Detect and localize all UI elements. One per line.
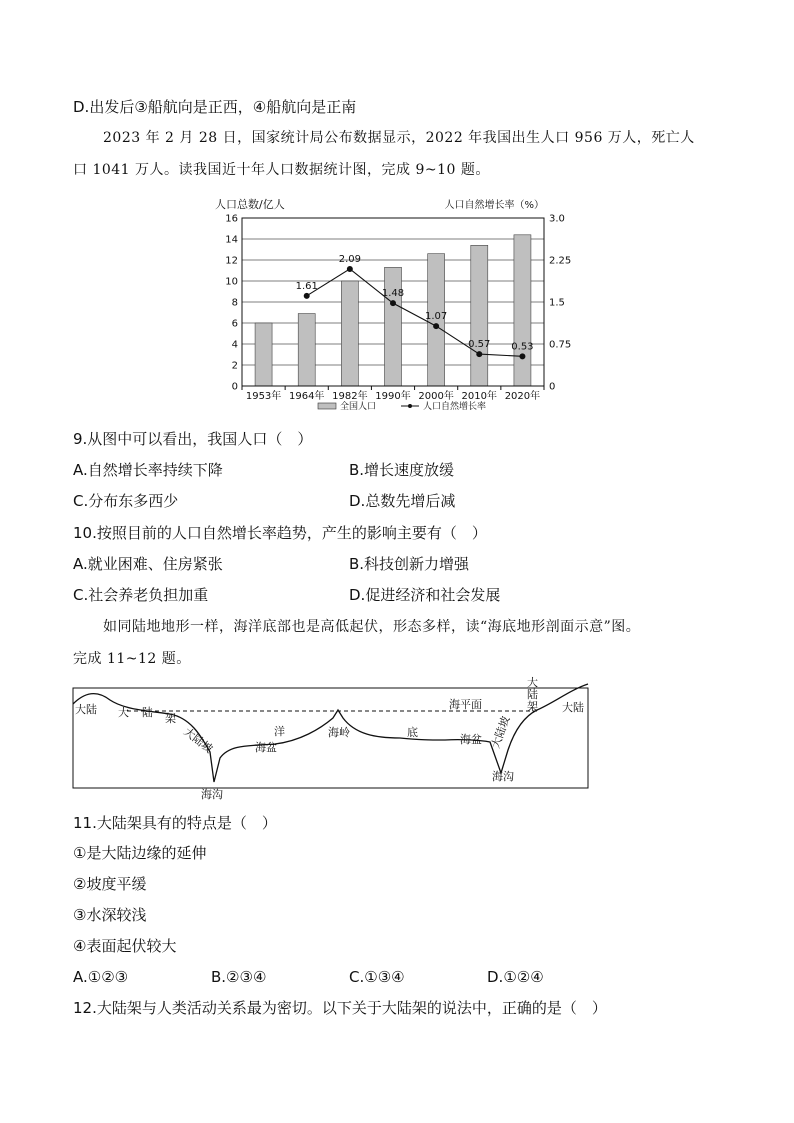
y-left-tick-label: 16 (225, 213, 238, 225)
y-left-tick-label: 0 (231, 381, 238, 393)
y-right-tick-label: 3.0 (549, 213, 565, 225)
label-slope-left: 大陆坡 (181, 725, 216, 756)
chart-bar (471, 245, 488, 386)
growth-rate-point (433, 323, 439, 329)
x-tick-label: 1953年 (245, 391, 282, 402)
chart-bars (255, 235, 534, 386)
label-sea-level: 海平面 (449, 698, 482, 711)
chart-bar (385, 267, 402, 386)
x-tick-label: 1990年 (375, 391, 411, 402)
label-ocean-char-2: 底 (407, 726, 418, 739)
q9-option-c[interactable]: C.分布东多西少 (73, 492, 179, 510)
q9-option-a[interactable]: A.自然增长率持续下降 (73, 461, 223, 479)
y-left-tick-label: 8 (231, 297, 238, 309)
q11-stem: 11.大陆架具有的特点是（ ） (73, 814, 277, 832)
growth-rate-label: 2.09 (338, 253, 361, 265)
q11-item-1: ①是大陆边缘的延伸 (73, 844, 207, 862)
label-shelf-right-2: 陆 (527, 688, 538, 701)
q11-option-b[interactable]: B.②③④ (211, 968, 267, 986)
y-left-tick-label: 10 (225, 276, 238, 288)
q11-option-d[interactable]: D.①②④ (487, 968, 544, 986)
q10-option-a[interactable]: A.就业困难、住房紧张 (73, 555, 223, 573)
growth-rate-point (347, 266, 353, 272)
label-ocean-char-1: 洋 (274, 725, 285, 738)
y-right-tick-label: 0.75 (549, 339, 572, 351)
q11-item-3: ③水深较浅 (73, 906, 147, 924)
label-continent-left: 大陆 (75, 703, 97, 716)
label-shelf-right-3: 架 (527, 700, 538, 713)
x-tick-label: 1964年 (288, 391, 325, 402)
label-shelf-left-1: 大 (118, 706, 129, 719)
growth-rate-label: 0.57 (468, 339, 491, 351)
q9-stem: 9.从图中可以看出，我国人口（ ） (73, 430, 313, 448)
chart-ylabel-left: 人口总数/亿人 (215, 198, 285, 211)
q9-option-b[interactable]: B.增长速度放缓 (349, 461, 455, 479)
q9-option-d[interactable]: D.总数先增后减 (349, 492, 456, 510)
label-shelf-left-3: 架 (165, 712, 176, 725)
q10-option-d[interactable]: D.促进经济和社会发展 (349, 586, 501, 604)
growth-rate-point (519, 353, 525, 359)
q11-option-c[interactable]: C.①③④ (349, 968, 405, 986)
y-left-tick-label: 2 (231, 360, 238, 372)
label-trench-left: 海沟 (201, 788, 223, 801)
legend-line-marker (408, 404, 412, 408)
x-tick-label: 2010年 (461, 391, 498, 402)
q8-option-d: D.出发后③船航向是正西，④船航向是正南 (73, 98, 357, 116)
chart-bar (341, 281, 358, 386)
intro1-line1: 2023 年 2 月 28 日，国家统计局公布数据显示，2022 年我国出生人口 956 万人，死亡人 (103, 130, 695, 146)
intro2-line1: 如同陆地地形一样，海洋底部也是高低起伏，形态多样，读“海底地形剖面示意”图。 (103, 619, 641, 635)
y-left-tick-label: 4 (231, 339, 238, 351)
label-trench-right: 海沟 (492, 770, 514, 783)
growth-rate-label: 1.48 (381, 288, 405, 300)
population-chart (205, 196, 595, 416)
legend-bar-swatch (318, 403, 336, 409)
chart-line-series (296, 254, 534, 359)
label-ridge: 海岭 (328, 726, 350, 739)
q11-item-2: ②坡度平缓 (73, 875, 147, 893)
intro2-line2: 完成 11~12 题。 (73, 651, 191, 667)
growth-rate-point (304, 293, 310, 299)
legend-bar-label: 全国人口 (340, 402, 377, 412)
q10-option-b[interactable]: B.科技创新力增强 (349, 555, 470, 573)
y-left-tick-label: 6 (231, 318, 238, 330)
chart-bar (255, 323, 272, 386)
chart-bar (298, 314, 315, 386)
y-left-tick-label: 12 (225, 255, 238, 267)
seafloor-profile-diagram (65, 674, 595, 804)
growth-rate-label: 1.61 (295, 280, 318, 292)
label-continent-right: 大陆 (562, 701, 584, 714)
y-right-tick-label: 0 (549, 381, 556, 393)
q11-item-4: ④表面起伏较大 (73, 937, 177, 955)
q12-stem: 12.大陆架与人类活动关系最为密切。以下关于大陆架的说法中，正确的是（ ） (73, 999, 607, 1017)
x-tick-label: 2020年 (504, 391, 541, 402)
chart-bar (514, 235, 531, 386)
legend-line-label: 人口自然增长率 (423, 402, 487, 412)
q11-option-a[interactable]: A.①②③ (73, 968, 129, 986)
q10-stem: 10.按照目前的人口自然增长率趋势，产生的影响主要有（ ） (73, 524, 487, 542)
y-left-tick-label: 14 (225, 234, 238, 246)
label-slope-right: 大陆坡 (488, 714, 513, 750)
label-shelf-left-2: 陆 (142, 706, 153, 719)
y-right-tick-label: 2.25 (549, 255, 572, 267)
growth-rate-point (390, 300, 396, 306)
chart-ylabel-right: 人口自然增长率（%） (444, 200, 544, 211)
label-basin-right: 海盆 (460, 733, 482, 746)
label-basin-left: 海盆 (255, 741, 277, 754)
label-shelf-right-1: 大 (527, 676, 538, 689)
q10-option-c[interactable]: C.社会养老负担加重 (73, 586, 209, 604)
intro1-line2: 口 1041 万人。读我国近十年人口数据统计图，完成 9~10 题。 (73, 162, 490, 178)
growth-rate-point (476, 351, 482, 357)
growth-rate-label: 1.07 (425, 311, 448, 323)
y-right-tick-label: 1.5 (549, 297, 565, 309)
x-tick-label: 1982年 (332, 391, 368, 402)
growth-rate-label: 0.53 (511, 341, 534, 353)
x-tick-label: 2000年 (418, 391, 454, 402)
